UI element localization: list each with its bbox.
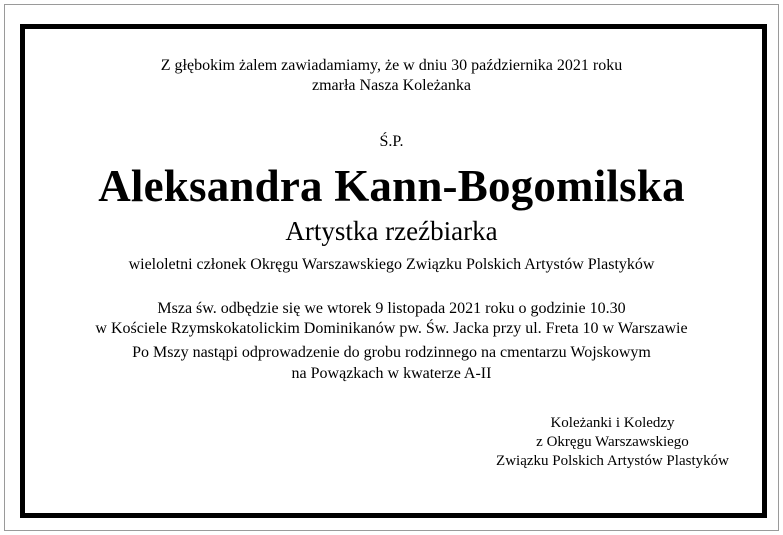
- ceremony-line-2: w Kościele Rzymskokatolickim Dominikanów pw. Św. Jacka przy ul. Freta 10 w Warszawie: [95, 320, 688, 337]
- membership-line: wieloletni członek Okręgu Warszawskiego Związku Polskich Artystów Plastyków: [128, 256, 655, 273]
- signature-line-3: Związku Polskich Artystów Plastyków: [496, 453, 729, 469]
- ceremony-line-4: na Powązkach w kwaterze A-II: [291, 365, 492, 382]
- signature-line-2: z Okręgu Warszawskiego: [536, 434, 689, 450]
- intro-line-2: zmarła Nasza Koleżanka: [311, 77, 471, 94]
- ceremony-line-1: Msza św. odbędzie się we wtorek 9 listopada 2021 roku o godzinie 10.30: [157, 300, 626, 317]
- intro-line-1: Z głębokim żalem zawiadamiamy, że w dniu 30 października 2021 roku: [160, 57, 623, 74]
- prefix-sp: Ś.P.: [379, 133, 404, 150]
- deceased-name: Aleksandra Kann-Bogomilska: [98, 161, 685, 211]
- signature-line-1: Koleżanki i Koledzy: [550, 415, 675, 431]
- profession: Artystka rzeźbiarka: [285, 216, 498, 246]
- ceremony-line-3: Po Mszy nastąpi odprowadzenie do grobu rodzinnego na cmentarzu Wojskowym: [132, 344, 651, 361]
